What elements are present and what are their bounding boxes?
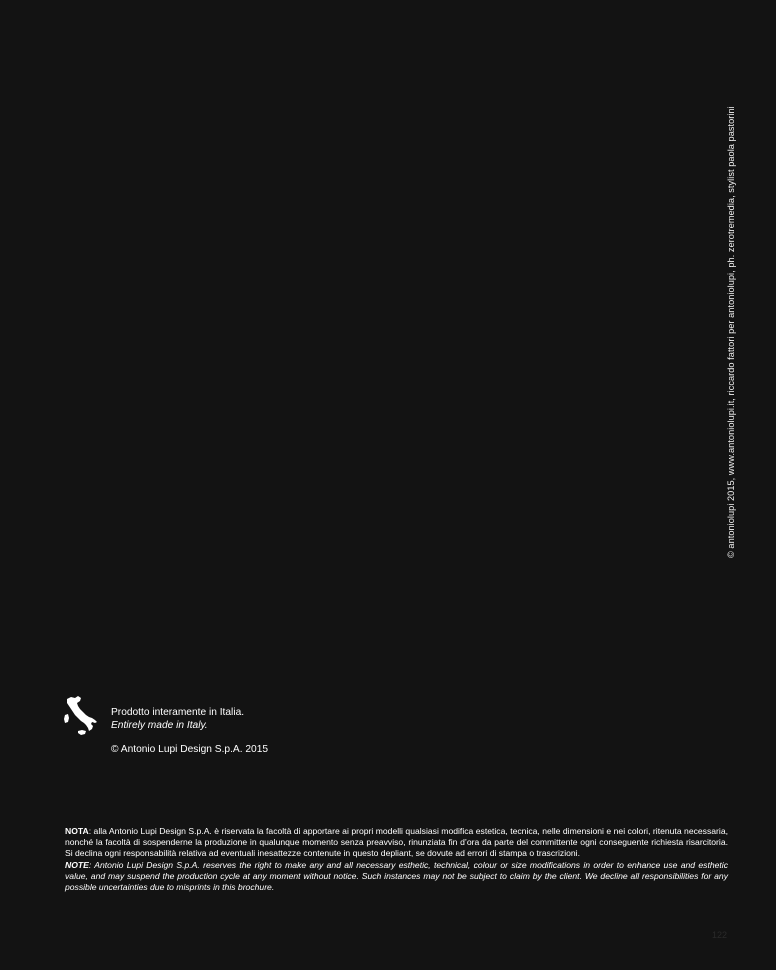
photo-credit-vertical: © antoniolupi 2015, www.antoniolupi.it, riccardo fattori per antoniolupi, ph. zerotremedia, stylist paola pastorini	[726, 106, 736, 558]
note-english-text: : Antonio Lupi Design S.p.A. reserves the right to make any and all necessary esthetic, technical, colour or size modifications in order to enhance use and esthetic value, and may suspend the production cycle at any moment without notice. Such instances may not be subject to claim by the client. We decline all responsibilities for any possible uncertainties due to misprints in this brochure.	[65, 859, 728, 893]
legal-notes	[65, 826, 728, 893]
note-italian-label: NOTA	[65, 826, 89, 836]
made-in-italy-en: Entirely made in Italy.	[111, 720, 208, 731]
origin-block	[111, 706, 268, 756]
made-in-italy-it: Prodotto interamente in Italia.	[111, 707, 245, 718]
copyright: © Antonio Lupi Design S.p.A. 2015	[111, 744, 269, 755]
note-english	[65, 860, 728, 894]
note-english-label: NOTE	[65, 859, 89, 870]
note-italian	[65, 826, 728, 860]
page-number: 122	[712, 930, 728, 940]
note-italian-text: : alla Antonio Lupi Design S.p.A. è riservata la facoltà di apportare ai propri modelli qualsiasi modifica estetica, tecnica, nelle dimensioni e nei colori, ritenuta necessaria, nonché la facoltà di sospenderne la produzione in qualunque momento senza preavviso, rinunziata fin d’ora da parte del committente ogni conseguente richiesta risarcitoria. Si declina ogni responsabilità relativa ad eventuali inesattezze contenute in questo depliant, se dovute ad errori di stampa o trascrizioni.	[65, 826, 728, 859]
italy-map-icon	[62, 695, 100, 737]
